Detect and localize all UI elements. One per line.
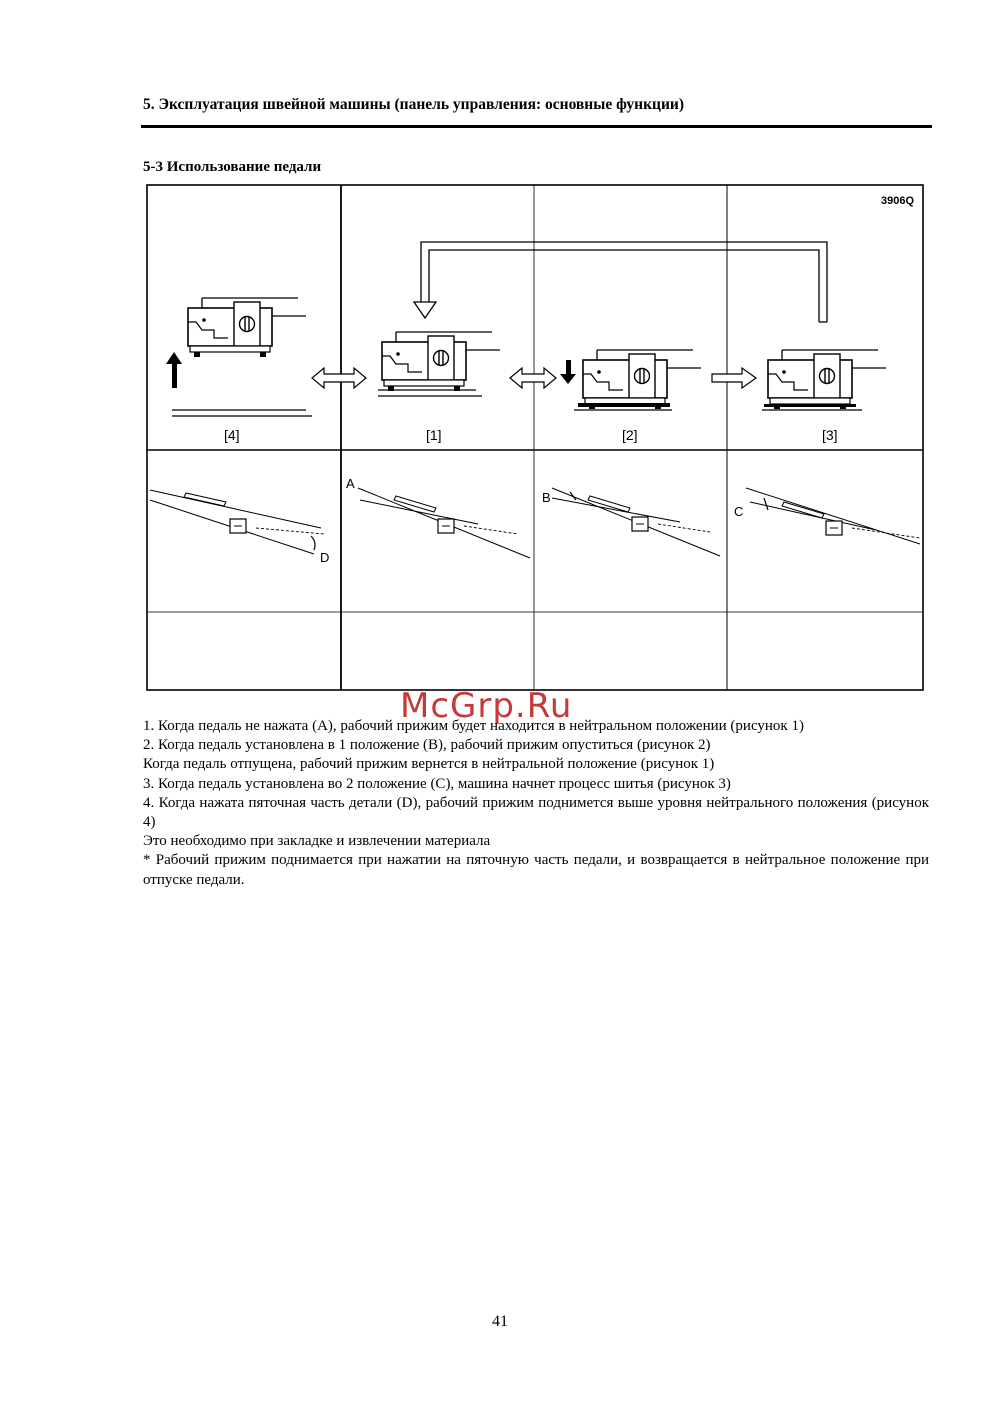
paragraph: 3. Когда педаль установлена во 2 положение (C), машина начнет процесс шитья (рисунок 3) [143, 775, 731, 792]
pedal-label-neutral: A [346, 476, 355, 491]
pedal-label-heel: D [320, 550, 330, 565]
position-label-2: [2] [622, 427, 638, 443]
section-title: 5-3 Использование педали [143, 159, 322, 175]
position-label-1: [1] [426, 427, 442, 443]
pedal-diagram [146, 184, 924, 692]
paragraph: * Рабочий прижим поднимается при нажатии на пяточную часть педали, и возвращается в нейтральное положение при отпуске педали. [143, 852, 929, 888]
paragraph: 4. Когда нажата пяточная часть детали (D), рабочий прижим поднимется выше уровня нейтрального положения (рисунок 4) [143, 794, 929, 831]
header-rule [141, 125, 932, 128]
page-number: 41 [492, 1313, 508, 1330]
chapter-title: 5. Эксплуатация швейной машины (панель управления: основные функции) [143, 96, 684, 113]
pedal-label-first: B [542, 490, 551, 505]
position-label-3: [3] [822, 427, 838, 443]
instructions-text [143, 717, 929, 890]
position-label-4: [4] [224, 427, 240, 443]
figure-code: 3906Q [881, 195, 915, 207]
paragraph: Это необходимо при закладке и извлечении материала [143, 833, 491, 850]
paragraph: Когда педаль отпущена, рабочий прижим вернется в нейтральной положение (рисунок 1) [143, 756, 715, 773]
watermark: McGrp.Ru [400, 686, 573, 726]
paragraph: 2. Когда педаль установлена в 1 положение (B), рабочий прижим опуститься (рисунок 2) [143, 737, 711, 754]
pedal-label-second: C [734, 504, 744, 519]
paragraph: 1. Когда педаль не нажата (A), рабочий прижим будет находится в нейтральном положении (рисунок 1) [143, 718, 804, 734]
